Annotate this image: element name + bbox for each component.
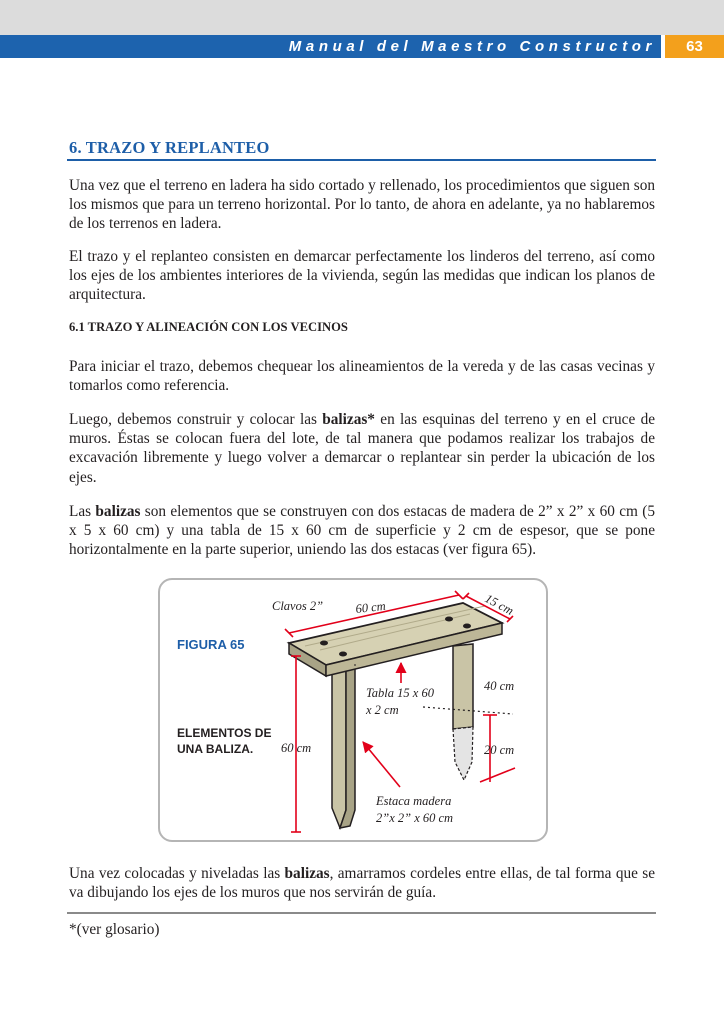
footnote: *(ver glosario)	[69, 921, 160, 938]
term-balizas: balizas	[284, 865, 330, 882]
label-left-height: 60 cm	[281, 741, 312, 755]
label-nails: Clavos 2”	[272, 599, 324, 613]
figure-number: FIGURA 65	[177, 637, 245, 652]
label-stake-line1: Estaca madera	[376, 794, 452, 808]
label-width: 15 cm	[482, 591, 516, 618]
label-above-ground: 40 cm	[484, 679, 515, 693]
label-buried: 20 cm	[484, 743, 515, 757]
label-top-length: 60 cm	[354, 598, 387, 616]
paragraph-balizas-descripcion: Las balizas son elementos que se construyen con dos estacas de madera de 2” x 2” x 60 cm (5 x 5 x 60 cm) y una tabla de 15 x 60 cm de superficie y 2 cm de espesor, que se pone horizontalmente en la parte superior, uniendo las dos estacas (ver figura 65).	[69, 503, 655, 559]
label-stake-line2: 2”x 2” x 60 cm	[376, 811, 454, 825]
label-board-line2: x 2 cm	[366, 703, 399, 717]
label-board-line1: Tabla 15 x 60	[366, 686, 434, 700]
paragraph-balizas-colocacion: Luego, debemos construir y colocar las balizas* en las esquinas del terreno y en el cruce de muros. Éstas se colocan fuera del lote, de tal manera que podamos realizar los trabajos de excavación libremente y luego volver a demarcar o replantear sin perder la ubicación de los ejes.	[69, 411, 656, 486]
paragraph-trazo-definicion: El trazo y el replanteo consisten en demarcar perfectamente los linderos del terreno, así como los ejes de los ambientes interiores de la vivienda, según las medidas que indican los planos de arquitectura.	[69, 248, 655, 304]
subsection-title: 6.1 TRAZO Y ALINEACIÓN CON LOS VECINOS	[69, 320, 348, 334]
running-header-title: Manual del Maestro Constructor	[288, 38, 656, 55]
page-number: 63	[665, 35, 724, 58]
paragraph-alineamientos: Para iniciar el trazo, debemos chequear los alineamientos de la vereda y de las casas vecinas y tomarlos como referencia.	[69, 358, 655, 395]
figure-caption: ELEMENTOS DE UNA BALIZA.	[177, 726, 272, 756]
footnote-rule	[67, 912, 656, 914]
term-balizas: balizas*	[322, 411, 375, 428]
paragraph-ladera: Una vez que el terreno en ladera ha sido cortado y rellenado, los procedimientos que siguen son los mismos que para un terreno horizontal. Por lo tanto, de ahora en adelante, ya no hablaremos de los terrenos en ladera.	[69, 177, 655, 233]
arrow-stake	[363, 742, 400, 787]
right-stake	[453, 644, 473, 780]
term-balizas: balizas	[95, 503, 141, 520]
paragraph-cordeles: Una vez colocadas y niveladas las balizas, amarramos cordeles entre ellas, de tal forma que se va dibujando los ejes de los muros que nos servirán de guía.	[69, 865, 656, 902]
section-title: 6. TRAZO Y REPLANTEO	[69, 138, 270, 157]
left-stake	[332, 665, 355, 828]
